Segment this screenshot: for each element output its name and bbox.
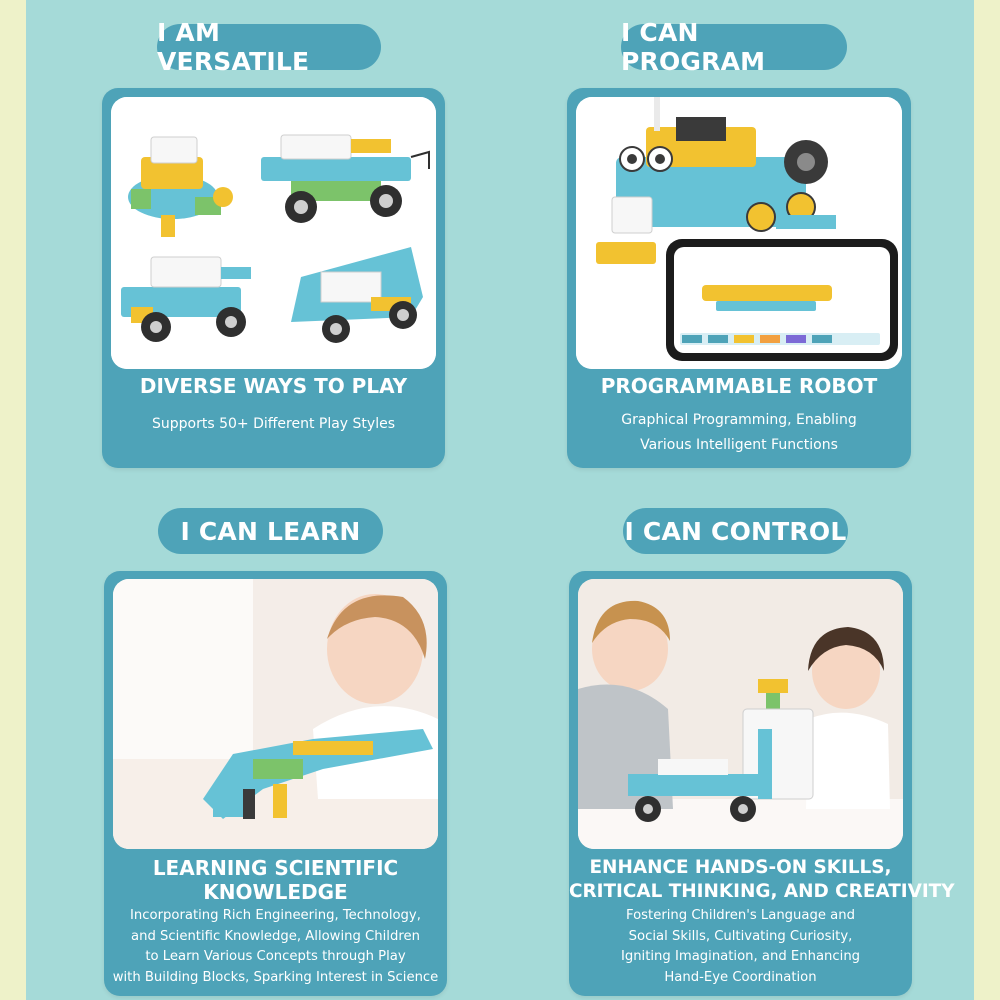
card-description [567,410,911,456]
card-description [102,414,445,435]
smartphone [666,239,898,361]
card-title-line: CRITICAL THINKING, AND CREATIVITY [569,881,955,902]
card-description-line: Graphical Programming, Enabling [621,412,857,428]
card-title-line: DIVERSE WAYS TO PLAY [139,374,408,398]
card-description-line: Igniting Imagination, and Enhancing [620,949,861,964]
card-title-line: LEARNING SCIENTIFIC [152,856,399,880]
card-title-line: ENHANCE HANDS-ON SKILLS, [589,857,892,878]
card-description [569,906,912,988]
card-program [567,88,911,468]
card-learn [104,571,447,996]
heading-program: I CAN PROGRAM [621,24,847,70]
card-description-line: Various Intelligent Functions [640,437,838,453]
card-description [104,906,447,988]
heading-learn: I CAN LEARN [158,508,383,554]
robot-with-phone-image [576,97,902,369]
card-control [569,571,955,996]
card-title [104,856,447,904]
card-description-line: Social Skills, Cultivating Curiosity, [628,928,853,944]
card-title-line: KNOWLEDGE [203,880,348,904]
card-title [567,374,911,398]
heading-versatile: I AM VERSATILE [157,24,381,70]
card-description-line: Supports 50+ Different Play Styles [152,416,395,432]
card-versatile [102,88,445,468]
versatile-models-image [111,97,436,369]
card-title [102,374,445,398]
children-playing-image [578,579,903,849]
card-description-line: and Scientific Knowledge, Allowing Children [131,928,420,944]
child-with-model-image [113,579,438,849]
heading-control: I CAN CONTROL [623,508,848,554]
card-description-line: Incorporating Rich Engineering, Technology, [130,908,421,923]
card-title [569,856,955,904]
card-description-line: Hand-Eye Coordination [664,969,817,985]
card-description-line: Fostering Children's Language and [626,908,855,923]
card-description-line: to Learn Various Concepts through Play [145,949,406,964]
card-description-line: with Building Blocks, Sparking Interest in Science [112,969,439,985]
card-title-line: PROGRAMMABLE ROBOT [600,374,878,398]
